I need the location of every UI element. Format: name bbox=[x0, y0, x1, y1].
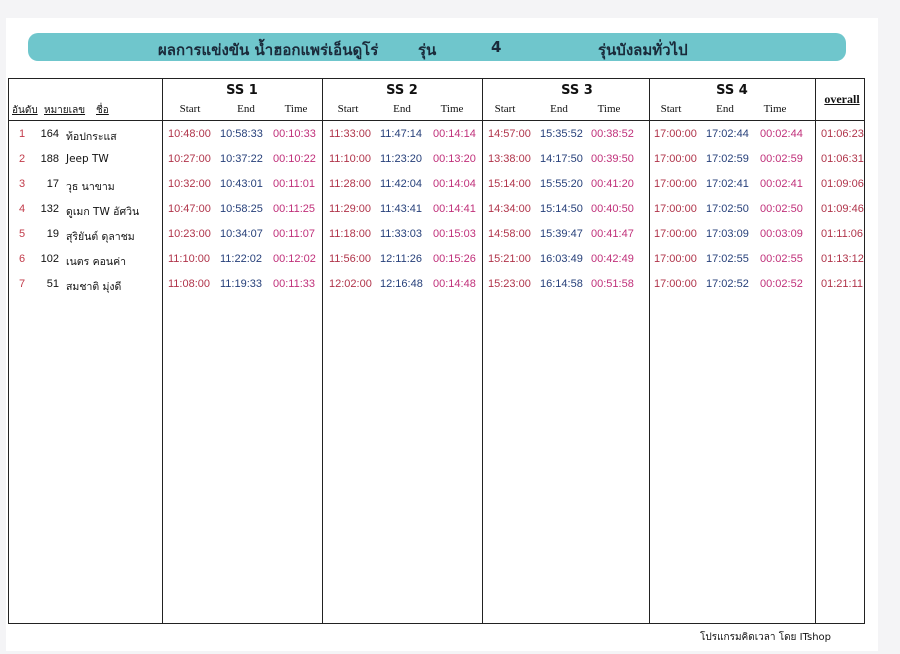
s1-start-cell: 11:10:00 bbox=[168, 253, 211, 265]
rank-cell: 1 bbox=[19, 128, 26, 140]
s2-start-cell: 11:29:00 bbox=[329, 203, 372, 215]
s4-end-cell: 17:02:41 bbox=[706, 178, 749, 190]
time-header: Time bbox=[597, 103, 621, 115]
s4-time-cell: 00:02:50 bbox=[760, 203, 803, 215]
s4-time-cell: 00:02:44 bbox=[760, 128, 803, 140]
name-header: ชื่อ bbox=[96, 105, 109, 116]
s4-start-cell: 17:00:00 bbox=[654, 128, 697, 140]
s1-end-cell: 11:19:33 bbox=[220, 278, 263, 290]
s4-time-cell: 00:02:55 bbox=[760, 253, 803, 265]
class-label: รุ่น bbox=[418, 41, 437, 59]
number-cell: 164 bbox=[40, 128, 59, 140]
s2-time-cell: 00:14:48 bbox=[433, 278, 476, 290]
s1-start-cell: 10:47:00 bbox=[168, 203, 211, 215]
stage-1-header: SS 1 bbox=[226, 83, 258, 98]
s4-end-cell: 17:03:09 bbox=[706, 228, 749, 240]
s3-end-cell: 15:35:52 bbox=[540, 128, 583, 140]
s2-end-cell: 11:43:41 bbox=[380, 203, 423, 215]
s3-start-cell: 13:38:00 bbox=[488, 153, 531, 165]
s4-time-cell: 00:02:52 bbox=[760, 278, 803, 290]
s2-time-cell: 00:14:04 bbox=[433, 178, 476, 190]
s3-end-cell: 15:55:20 bbox=[540, 178, 583, 190]
s1-start-cell: 11:08:00 bbox=[168, 278, 211, 290]
rider-name-cell: เนตร คอนค่า bbox=[66, 256, 126, 268]
rider-name-cell: วุธ นาขาม bbox=[66, 181, 115, 193]
s4-end-cell: 17:02:55 bbox=[706, 253, 749, 265]
table-row bbox=[0, 203, 900, 223]
s2-time-cell: 00:15:26 bbox=[433, 253, 476, 265]
overall-cell: 01:11:06 bbox=[821, 228, 864, 240]
s1-end-cell: 10:58:33 bbox=[220, 128, 263, 140]
number-cell: 17 bbox=[46, 178, 59, 190]
s3-end-cell: 16:14:58 bbox=[540, 278, 583, 290]
stage-4-header: SS 4 bbox=[716, 83, 748, 98]
s1-time-cell: 00:10:33 bbox=[273, 128, 316, 140]
s3-start-cell: 15:14:00 bbox=[488, 178, 531, 190]
s1-end-cell: 10:37:22 bbox=[220, 153, 263, 165]
s1-time-cell: 00:11:25 bbox=[273, 203, 316, 215]
s2-time-cell: 00:14:14 bbox=[433, 128, 476, 140]
s3-end-cell: 15:39:47 bbox=[540, 228, 583, 240]
event-title: ผลการแข่งขัน น้ำฮอกแพร่เอ็นดูโร่ bbox=[158, 41, 379, 59]
s3-end-cell: 16:03:49 bbox=[540, 253, 583, 265]
rider-name-cell: ท้อปกระแส bbox=[66, 131, 117, 143]
s3-end-cell: 14:17:50 bbox=[540, 153, 583, 165]
overall-cell: 01:13:12 bbox=[821, 253, 864, 265]
s2-end-cell: 11:33:03 bbox=[380, 228, 423, 240]
start-header: Start bbox=[494, 103, 516, 115]
class-number: 4 bbox=[491, 38, 502, 56]
time-header: Time bbox=[763, 103, 787, 115]
s2-start-cell: 12:02:00 bbox=[329, 278, 372, 290]
s3-time-cell: 00:39:50 bbox=[591, 153, 634, 165]
s2-time-cell: 00:13:20 bbox=[433, 153, 476, 165]
s2-start-cell: 11:56:00 bbox=[329, 253, 372, 265]
rank-cell: 6 bbox=[19, 253, 26, 265]
s4-time-cell: 00:03:09 bbox=[760, 228, 803, 240]
s1-time-cell: 00:11:07 bbox=[273, 228, 316, 240]
s4-start-cell: 17:00:00 bbox=[654, 228, 697, 240]
s1-time-cell: 00:11:33 bbox=[273, 278, 316, 290]
s2-end-cell: 11:47:14 bbox=[380, 128, 423, 140]
s3-start-cell: 15:23:00 bbox=[488, 278, 531, 290]
s3-time-cell: 00:51:58 bbox=[591, 278, 634, 290]
s1-time-cell: 00:10:22 bbox=[273, 153, 316, 165]
s3-time-cell: 00:42:49 bbox=[591, 253, 634, 265]
s1-end-cell: 10:58:25 bbox=[220, 203, 263, 215]
s2-end-cell: 11:42:04 bbox=[380, 178, 423, 190]
s1-start-cell: 10:23:00 bbox=[168, 228, 211, 240]
table-row bbox=[0, 253, 900, 273]
s1-end-cell: 11:22:02 bbox=[220, 253, 263, 265]
s1-end-cell: 10:43:01 bbox=[220, 178, 263, 190]
rank-header: อันดับ bbox=[12, 105, 38, 116]
end-header: End bbox=[716, 103, 734, 115]
rider-name-cell: ดูเมก TW อัศวิน bbox=[66, 206, 140, 218]
number-cell: 188 bbox=[40, 153, 59, 165]
s4-start-cell: 17:00:00 bbox=[654, 178, 697, 190]
s1-time-cell: 00:12:02 bbox=[273, 253, 316, 265]
end-header: End bbox=[550, 103, 568, 115]
s3-start-cell: 15:21:00 bbox=[488, 253, 531, 265]
s4-time-cell: 00:02:41 bbox=[760, 178, 803, 190]
number-cell: 102 bbox=[40, 253, 59, 265]
s4-start-cell: 17:00:00 bbox=[654, 203, 697, 215]
s3-start-cell: 14:34:00 bbox=[488, 203, 531, 215]
overall-cell: 01:09:06 bbox=[821, 178, 864, 190]
s4-time-cell: 00:02:59 bbox=[760, 153, 803, 165]
s4-start-cell: 17:00:00 bbox=[654, 153, 697, 165]
stage-3-header: SS 3 bbox=[561, 83, 593, 98]
table-row bbox=[0, 278, 900, 298]
s4-end-cell: 17:02:50 bbox=[706, 203, 749, 215]
number-header: หมายเลข bbox=[44, 105, 86, 116]
s2-start-cell: 11:28:00 bbox=[329, 178, 372, 190]
s3-time-cell: 00:41:20 bbox=[591, 178, 634, 190]
s2-end-cell: 12:11:26 bbox=[380, 253, 423, 265]
s2-start-cell: 11:10:00 bbox=[329, 153, 372, 165]
rank-cell: 7 bbox=[19, 278, 26, 290]
table-row bbox=[0, 153, 900, 173]
number-cell: 132 bbox=[40, 203, 59, 215]
rank-cell: 2 bbox=[19, 153, 26, 165]
rider-name-cell: สุริยันต์ ดุลาชม bbox=[66, 231, 135, 243]
start-header: Start bbox=[179, 103, 201, 115]
s2-start-cell: 11:18:00 bbox=[329, 228, 372, 240]
s2-end-cell: 12:16:48 bbox=[380, 278, 423, 290]
table-row bbox=[0, 228, 900, 248]
rank-cell: 4 bbox=[19, 203, 26, 215]
s2-time-cell: 00:15:03 bbox=[433, 228, 476, 240]
s2-start-cell: 11:33:00 bbox=[329, 128, 372, 140]
title-banner bbox=[28, 33, 846, 61]
s4-start-cell: 17:00:00 bbox=[654, 278, 697, 290]
overall-cell: 01:09:46 bbox=[821, 203, 864, 215]
s2-end-cell: 11:23:20 bbox=[380, 153, 423, 165]
footer-credit: โปรแกรมคิดเวลา โดย ITshop bbox=[700, 632, 832, 643]
s1-time-cell: 00:11:01 bbox=[273, 178, 316, 190]
number-cell: 19 bbox=[46, 228, 59, 240]
end-header: End bbox=[237, 103, 255, 115]
time-header: Time bbox=[440, 103, 464, 115]
table-row bbox=[0, 178, 900, 198]
overall-cell: 01:21:11 bbox=[821, 278, 864, 290]
s4-end-cell: 17:02:52 bbox=[706, 278, 749, 290]
rank-cell: 3 bbox=[19, 178, 26, 190]
overall-cell: 01:06:31 bbox=[821, 153, 864, 165]
s3-time-cell: 00:41:47 bbox=[591, 228, 634, 240]
s4-end-cell: 17:02:44 bbox=[706, 128, 749, 140]
s2-time-cell: 00:14:41 bbox=[433, 203, 476, 215]
s1-start-cell: 10:27:00 bbox=[168, 153, 211, 165]
s3-start-cell: 14:58:00 bbox=[488, 228, 531, 240]
number-cell: 51 bbox=[46, 278, 59, 290]
start-header: Start bbox=[337, 103, 359, 115]
end-header: End bbox=[393, 103, 411, 115]
s3-end-cell: 15:14:50 bbox=[540, 203, 583, 215]
time-header: Time bbox=[284, 103, 308, 115]
overall-header: overall bbox=[824, 92, 860, 106]
table-row bbox=[0, 128, 900, 148]
s4-end-cell: 17:02:59 bbox=[706, 153, 749, 165]
rider-name-cell: สมชาติ มุ่งดี bbox=[66, 281, 122, 293]
class-name: รุ่นบังลมทั่วไป bbox=[598, 41, 688, 59]
s3-time-cell: 00:38:52 bbox=[591, 128, 634, 140]
s3-time-cell: 00:40:50 bbox=[591, 203, 634, 215]
s4-start-cell: 17:00:00 bbox=[654, 253, 697, 265]
header-divider bbox=[8, 120, 865, 121]
rider-name-cell: Jeep TW bbox=[66, 153, 109, 165]
rank-cell: 5 bbox=[19, 228, 26, 240]
overall-cell: 01:06:23 bbox=[821, 128, 864, 140]
s3-start-cell: 14:57:00 bbox=[488, 128, 531, 140]
s1-start-cell: 10:48:00 bbox=[168, 128, 211, 140]
s1-start-cell: 10:32:00 bbox=[168, 178, 211, 190]
stage-2-header: SS 2 bbox=[386, 83, 418, 98]
s1-end-cell: 10:34:07 bbox=[220, 228, 263, 240]
start-header: Start bbox=[660, 103, 682, 115]
